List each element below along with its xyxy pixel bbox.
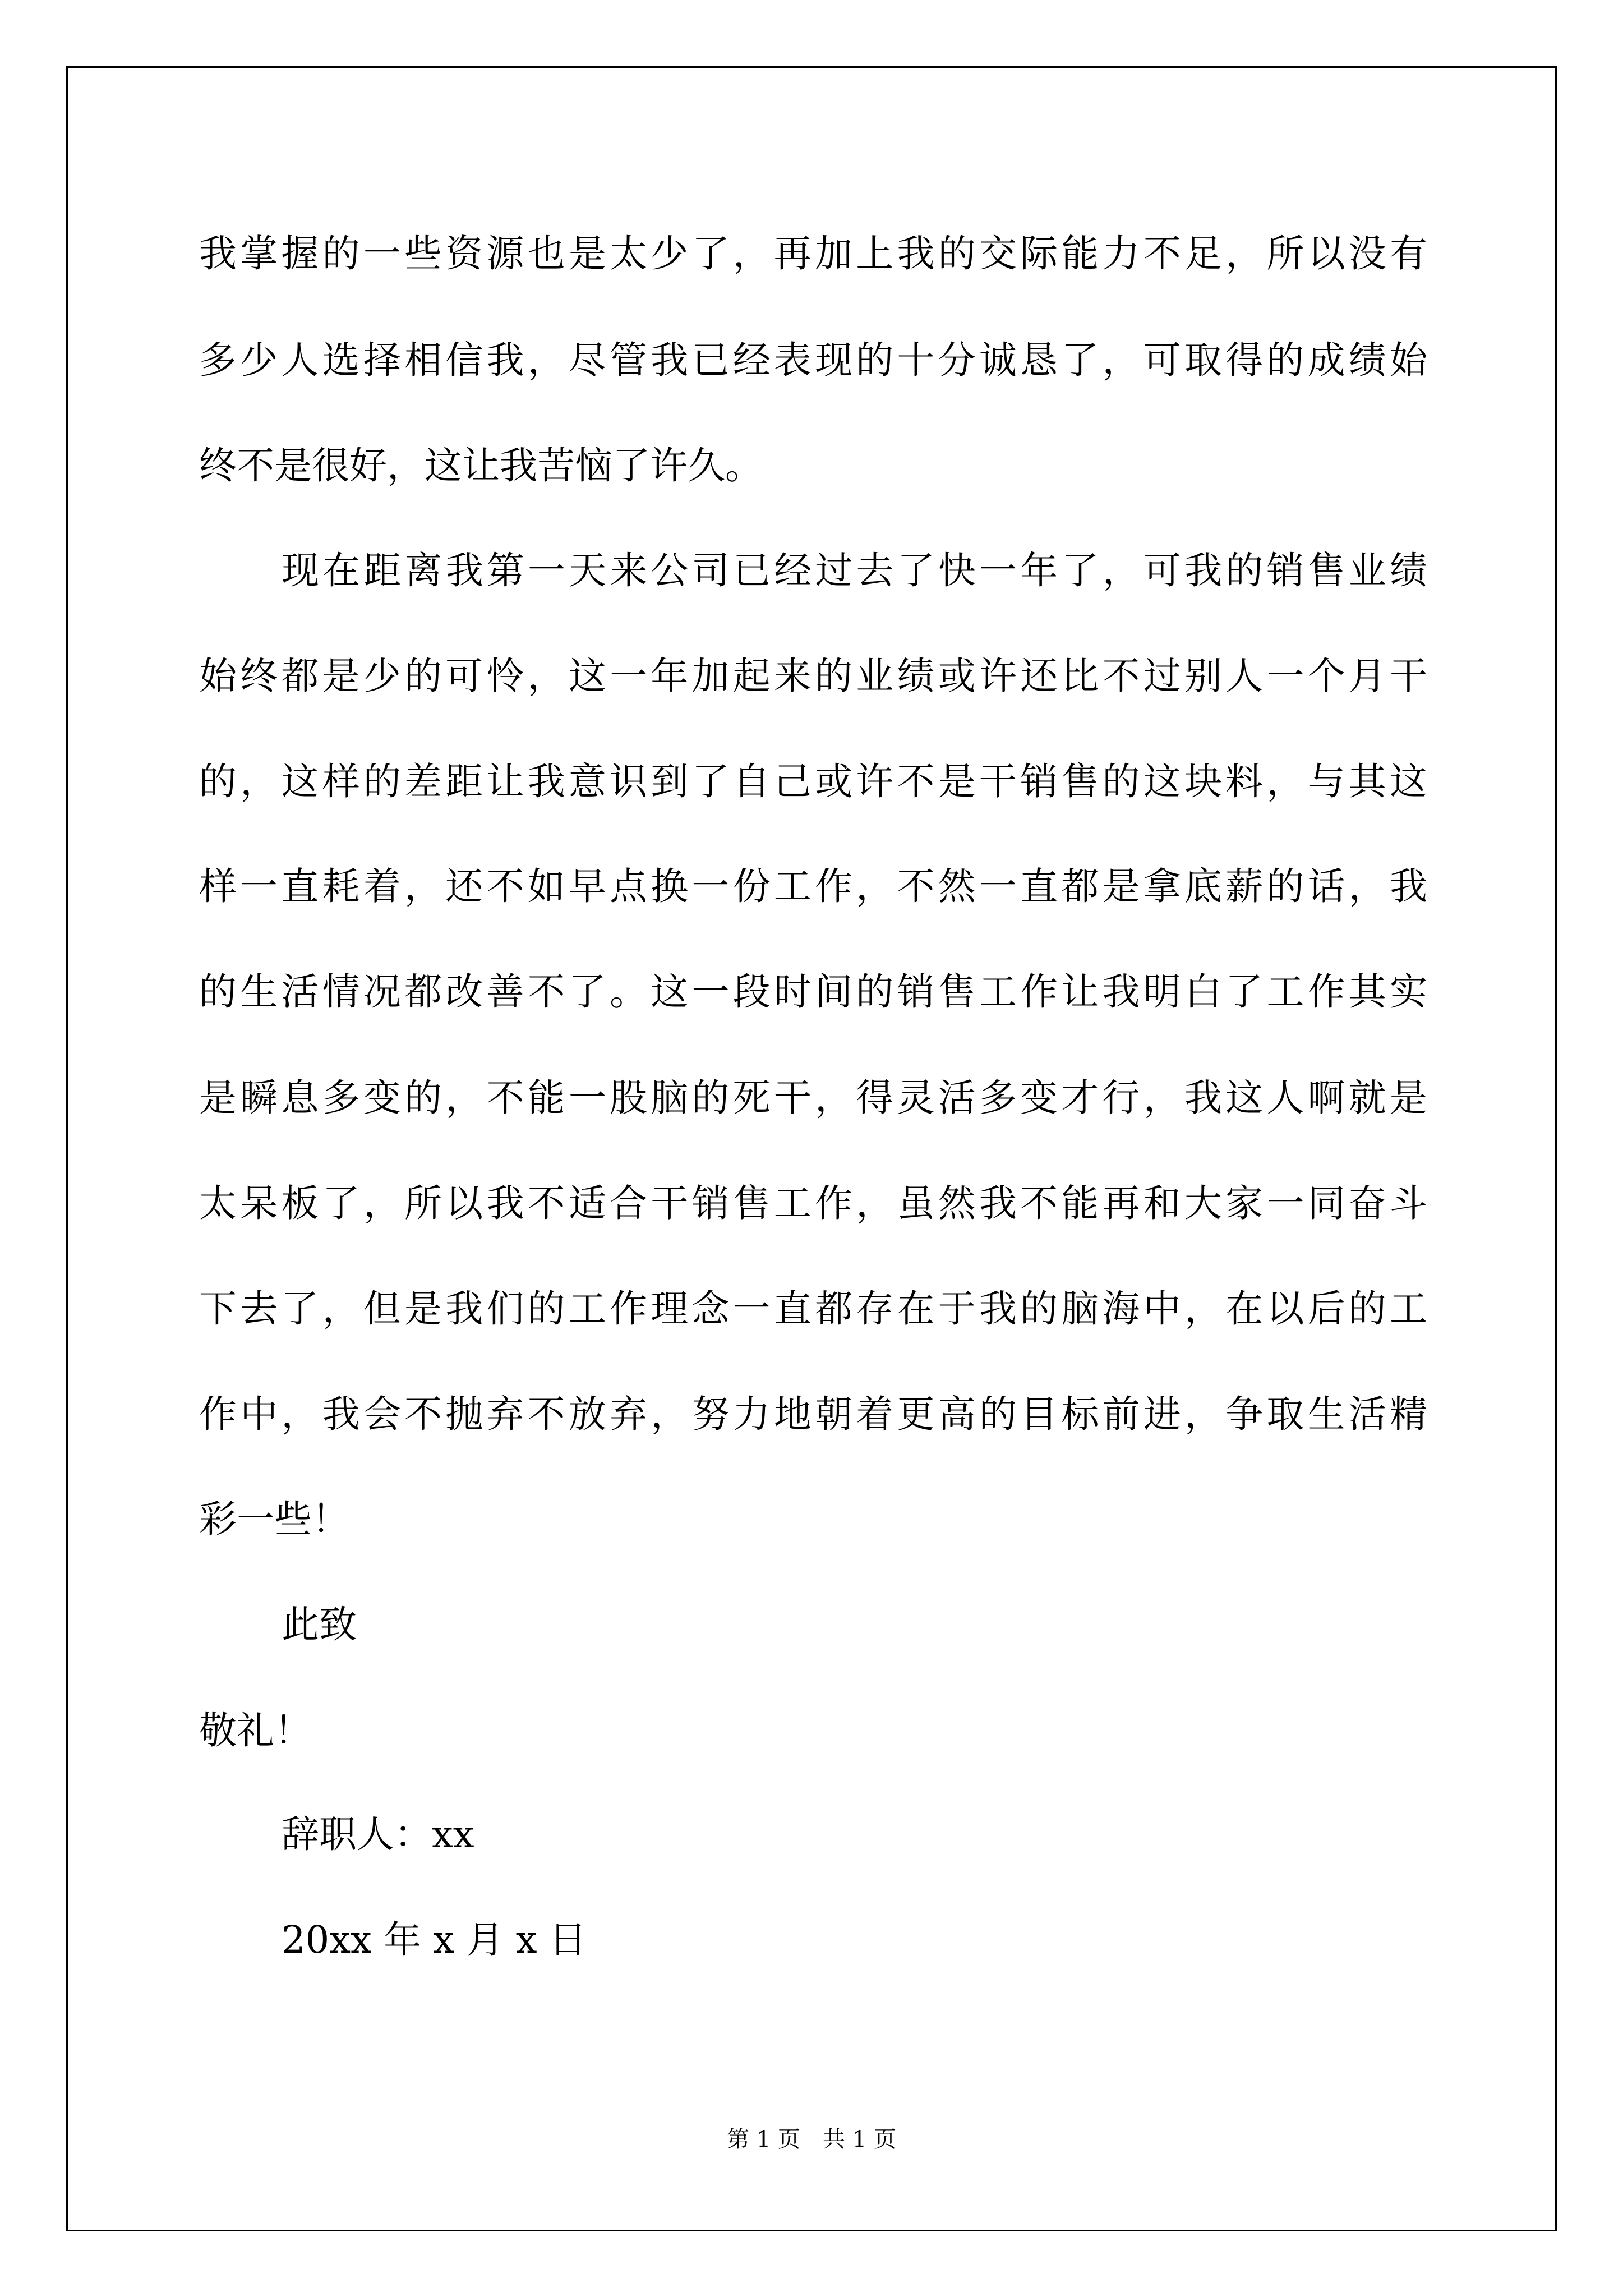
paragraph-2-line-8: 下去了，但是我们的工作理念一直都存在于我的脑海中，在以后的工 [199, 1287, 1427, 1331]
paragraph-1-line-3: 终不是很好，这让我苦恼了许久。 [199, 444, 763, 487]
paragraph-2-line-7: 太呆板了，所以我不适合干销售工作，虽然我不能再和大家一同奋斗 [199, 1181, 1427, 1225]
signature-line: 辞职人：xx [282, 1812, 474, 1856]
closing-text: 此致 [282, 1603, 357, 1646]
paragraph-2-line-5: 的生活情况都改善不了。这一段时间的销售工作让我明白了工作其实 [199, 970, 1427, 1014]
paragraph-2-line-3: 的，这样的差距让我意识到了自己或许不是干销售的这块料，与其这 [199, 760, 1427, 803]
paragraph-2-line-6: 是瞬息多变的，不能一股脑的死干，得灵活多变才行，我这人啊就是 [199, 1076, 1427, 1120]
page-footer: 第 1 页 共 1 页 [727, 2127, 896, 2152]
salute-text: 敬礼！ [199, 1709, 312, 1752]
paragraph-2-line-9: 作中，我会不抛弃不放弃，努力地朝着更高的目标前进，争取生活精 [199, 1392, 1427, 1436]
page-border [66, 66, 1557, 2231]
date-line: 20xx 年 x 月 x 日 [282, 1918, 587, 1962]
paragraph-2-line-1: 现在距离我第一天来公司已经过去了快一年了，可我的销售业绩 [282, 549, 1427, 592]
paragraph-2-line-4: 样一直耗着，还不如早点换一份工作，不然一直都是拿底薪的话，我 [199, 864, 1427, 908]
paragraph-1-line-2: 多少人选择相信我，尽管我已经表现的十分诚恳了，可取得的成绩始 [199, 338, 1427, 382]
paragraph-1-line-1: 我掌握的一些资源也是太少了，再加上我的交际能力不足，所以没有 [199, 232, 1427, 275]
paragraph-2-line-2: 始终都是少的可怜，这一年加起来的业绩或许还比不过别人一个月干 [199, 654, 1427, 698]
paragraph-2-line-10: 彩一些！ [199, 1497, 349, 1541]
